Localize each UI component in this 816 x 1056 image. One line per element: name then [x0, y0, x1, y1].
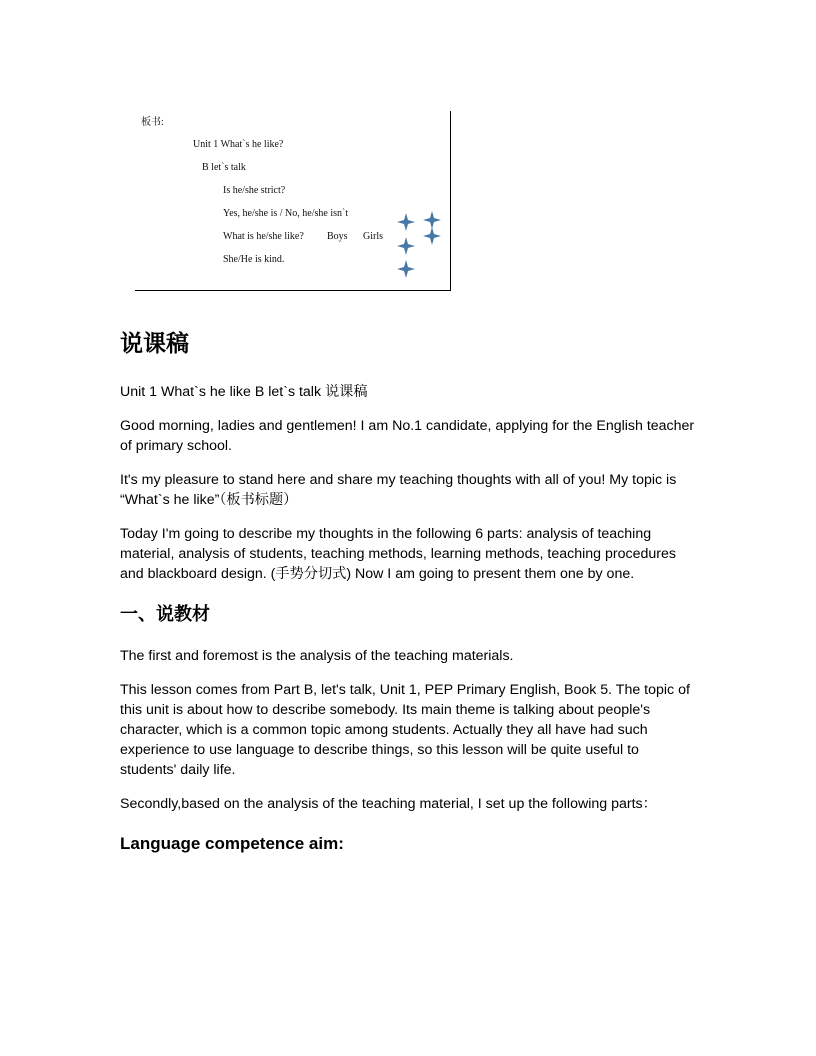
first-paragraph: The first and foremost is the analysis of the teaching materials. — [120, 648, 514, 664]
language-aim-heading: Language competence aim: — [120, 834, 344, 853]
section-heading-teaching-material: 一、说教材 — [120, 604, 210, 625]
board-question-2: What is he/she like? — [223, 231, 304, 242]
star-icon — [423, 227, 441, 245]
greeting-paragraph: Good morning, ladies and gentlemen! I am No.1 candidate, applying for the English teacher of primary school. — [120, 418, 695, 454]
board-girls-label: Girls — [363, 231, 383, 242]
board-answer-2: She/He is kind. — [223, 254, 285, 265]
board-talk-line: B let`s talk — [202, 162, 246, 173]
board-boys-label: Boys — [327, 231, 348, 242]
lesson-paragraph: This lesson comes from Part B, let's talk, Unit 1, PEP Primary English, Book 5. The topic of this unit is about how to describe somebody. Its main theme is talking about people's character, which is a common topic among students. Actually they all have had such experience to use language to describe things, so this lesson will be quite useful to students' daily life. — [120, 682, 690, 778]
star-icon — [397, 237, 415, 255]
second-paragraph: Secondly,based on the analysis of the teaching material, I set up the following parts： — [120, 796, 657, 812]
blackboard-design-image — [135, 111, 451, 291]
board-label: 板书: — [141, 117, 164, 128]
star-icon — [397, 213, 415, 231]
star-icon — [397, 260, 415, 278]
board-question-1: Is he/she strict? — [223, 185, 286, 196]
outline-paragraph: Today I'm going to describe my thoughts in the following 6 parts: analysis of teaching material, analysis of students, teaching methods, learning methods, teaching procedures and blackboard design. (手势分切式) Now I am going to present them one by one. — [120, 526, 676, 582]
subtitle-paragraph: Unit 1 What`s he like B let`s talk 说课稿 — [120, 384, 368, 400]
document-body — [120, 326, 696, 856]
star-icon — [423, 211, 441, 229]
board-answer-1: Yes, he/she is / No, he/she isn`t — [223, 208, 349, 219]
document-title: 说课稿 — [120, 331, 189, 357]
board-unit-line: Unit 1 What`s he like? — [193, 139, 284, 150]
star-icons — [393, 209, 443, 284]
pleasure-paragraph: It's my pleasure to stand here and share my teaching thoughts with all of you! My topic is “What`s he like”（板书标题） — [120, 472, 677, 508]
